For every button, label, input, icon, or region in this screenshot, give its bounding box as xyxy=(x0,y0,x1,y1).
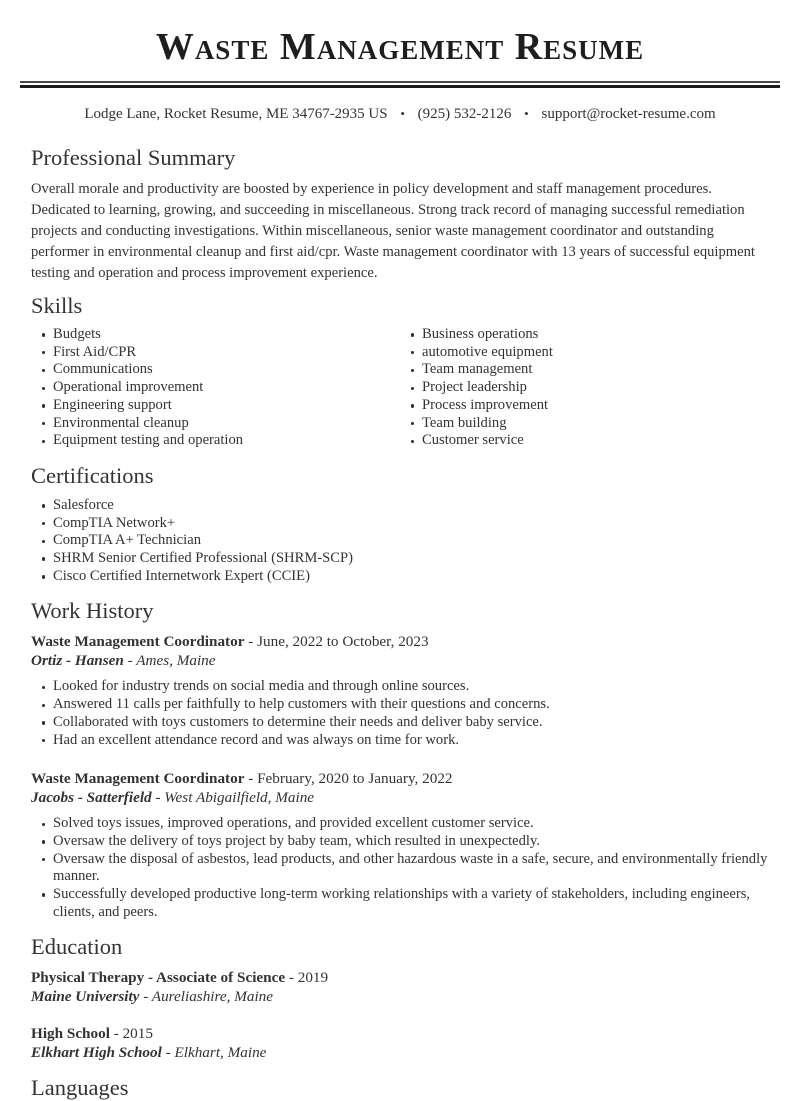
skills-column-right xyxy=(400,326,769,450)
school-name: Elkhart High School xyxy=(31,1044,162,1062)
degree-line xyxy=(31,1024,769,1043)
skill-item: automotive equipment xyxy=(411,344,769,362)
section-languages xyxy=(31,1074,769,1101)
job-entry xyxy=(31,632,769,749)
certifications-list xyxy=(31,497,769,586)
skill-item: Team management xyxy=(411,361,769,379)
skill-item: Operational improvement xyxy=(42,379,400,397)
job-bullet: Successfully developed productive long-term working relationships with a variety of stakeholders, including engineers, clients, and peers. xyxy=(42,886,769,921)
job-bullet: Solved toys issues, improved operations, and provided excellent customer service. xyxy=(42,815,769,833)
skill-item: Engineering support xyxy=(42,397,400,415)
job-location: - Ames, Maine xyxy=(127,652,216,670)
school-location: - Elkhart, Maine xyxy=(165,1044,267,1062)
skill-item: Team building xyxy=(411,415,769,433)
company-name: Jacobs - Satterfield xyxy=(31,789,152,807)
education-entry xyxy=(31,1024,769,1062)
header-divider xyxy=(20,81,780,88)
resume-header xyxy=(31,26,769,124)
degree-title: High School xyxy=(31,1025,110,1043)
section-professional-summary xyxy=(31,144,769,284)
section-heading-skills: Skills xyxy=(31,293,83,318)
section-heading-work-history: Work History xyxy=(31,598,154,624)
contact-email: support@rocket-resume.com xyxy=(541,106,716,122)
job-title-line xyxy=(31,769,769,788)
section-education xyxy=(31,933,769,1062)
certification-item: CompTIA Network+ xyxy=(42,515,769,533)
section-heading-languages: Languages xyxy=(31,1075,129,1101)
section-work-history xyxy=(31,597,769,921)
contact-phone: (925) 532-2126 xyxy=(417,106,512,122)
job-company-line xyxy=(31,651,769,670)
skill-item: First Aid/CPR xyxy=(42,344,400,362)
skill-item: Project leadership xyxy=(411,379,769,397)
degree-title: Physical Therapy - Associate of Science xyxy=(31,969,286,987)
skill-item: Business operations xyxy=(411,326,769,344)
contact-line xyxy=(31,104,769,124)
job-dates: - February, 2020 to January, 2022 xyxy=(248,770,453,788)
job-bullet: Oversaw the disposal of asbestos, lead products, and other hazardous waste in a safe, secure, and environmentally friendly manner. xyxy=(42,851,769,886)
section-heading-certifications: Certifications xyxy=(31,462,154,488)
skills-columns xyxy=(31,326,769,450)
contact-separator-dot: • xyxy=(524,106,529,121)
education-entry xyxy=(31,968,769,1006)
school-name: Maine University xyxy=(31,988,140,1006)
degree-line xyxy=(31,968,769,987)
certification-item: Cisco Certified Internetwork Expert (CCIE) xyxy=(42,568,769,586)
resume-title: Waste Management Resume xyxy=(155,26,645,68)
job-title: Waste Management Coordinator xyxy=(31,770,245,788)
school-line xyxy=(31,1043,769,1062)
school-location: - Aureliashire, Maine xyxy=(143,988,273,1006)
skill-item: Customer service xyxy=(411,432,769,450)
skill-item: Equipment testing and operation xyxy=(42,432,400,450)
job-location: - West Abigailfield, Maine xyxy=(155,789,315,807)
job-company-line xyxy=(31,788,769,807)
job-dates: - June, 2022 to October, 2023 xyxy=(248,633,429,651)
skill-item: Communications xyxy=(42,361,400,379)
school-line xyxy=(31,987,769,1006)
job-bullet-list xyxy=(31,815,769,921)
skill-item: Environmental cleanup xyxy=(42,415,400,433)
skill-item: Process improvement xyxy=(411,397,769,415)
job-bullet: Looked for industry trends on social media and through online sources. xyxy=(42,678,769,696)
section-heading-education: Education xyxy=(31,934,123,960)
skill-item: Budgets xyxy=(42,326,400,344)
skills-column-left xyxy=(31,326,400,450)
job-bullet: Answered 11 calls per faithfully to help customers with their questions and concerns. xyxy=(42,696,769,714)
contact-separator-dot: • xyxy=(400,106,405,121)
job-bullet: Had an excellent attendance record and was always on time for work. xyxy=(42,732,769,750)
certification-item: SHRM Senior Certified Professional (SHRM-SCP) xyxy=(42,550,769,568)
section-certifications xyxy=(31,462,769,586)
contact-address: Lodge Lane, Rocket Resume, ME 34767-2935 US xyxy=(84,106,388,122)
certification-item: CompTIA A+ Technician xyxy=(42,532,769,550)
job-title-line xyxy=(31,632,769,651)
company-name: Ortiz - Hansen xyxy=(31,652,124,670)
job-bullet: Collaborated with toys customers to determine their needs and deliver baby service. xyxy=(42,714,769,732)
summary-paragraph: Overall morale and productivity are boosted by experience in policy development and staff management procedures. Dedicated to learning, growing, and succeeding in miscellaneous. Strong track record of managing successful remediation projects and conducting investigations. Within miscellaneous, senior waste management coordinator and outstanding performer in environmental cleanup and first aid/cpr. Waste management coordinator with 13 years of successful equipment testing and operation and process improvement experience. xyxy=(31,181,755,281)
certification-item: Salesforce xyxy=(42,497,769,515)
job-title: Waste Management Coordinator xyxy=(31,633,245,651)
section-skills xyxy=(31,292,769,450)
job-entry xyxy=(31,769,769,921)
graduation-year: - 2019 xyxy=(288,969,329,987)
graduation-year: - 2015 xyxy=(113,1025,153,1043)
section-heading-professional-summary: Professional Summary xyxy=(31,145,236,170)
job-bullet: Oversaw the delivery of toys project by baby team, which resulted in unexpectedly. xyxy=(42,833,769,851)
job-bullet-list xyxy=(31,678,769,749)
